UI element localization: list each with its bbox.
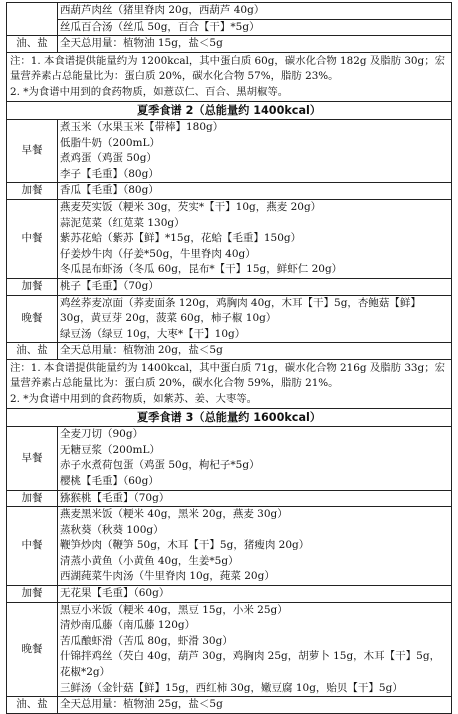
meal-row	[7, 3, 452, 36]
dish-line: 香瓜【毛重】（80g）	[60, 184, 159, 197]
dish-line: 全麦刀切（90g）	[60, 428, 144, 441]
meal-label: 早餐	[7, 427, 58, 490]
meal-row	[7, 427, 452, 490]
dish-line: 煮玉米（水果玉米【带棒】180g）	[60, 121, 224, 133]
meal-items	[58, 278, 452, 295]
dish-line: 西葫芦肉丝（猪里脊肉 20g，西葫芦 40g）	[60, 4, 265, 16]
dish-line: 猕猴桃【毛重】（70g）	[60, 491, 170, 504]
meal-label: 早餐	[7, 120, 58, 183]
dish-line: 燕麦芡实饭（粳米 30g，芡实*【干】10g，燕麦 20g）	[60, 200, 322, 213]
meal-label: 加餐	[7, 183, 58, 200]
meal-row	[7, 602, 452, 697]
meal-label	[7, 3, 58, 36]
oil-salt-text: 全天总用量：植物油 25g，盐＜5g	[58, 697, 452, 714]
notes-row	[7, 52, 452, 101]
note-1: 注：1. 本食谱提供能量约为 1200kcal，其中蛋白质 60g，碳水化合物 182g 及脂肪 30g；宏量营养素占总能量比为：蛋白质 20%，碳水化合物 57%，脂肪 23%。	[10, 54, 445, 83]
meal-row	[7, 183, 452, 200]
meal-row	[7, 199, 452, 278]
note-2: 2. *为食谱中用到的食药物质，如紫苏、姜、大枣等。	[10, 392, 258, 405]
meal-items	[58, 199, 452, 278]
oil-salt-row	[7, 343, 452, 360]
meal-items	[58, 3, 452, 36]
menu-title-row	[7, 102, 452, 120]
meal-row	[7, 507, 452, 586]
menu-title: 夏季食谱 3（总能量约 1600kcal）	[7, 409, 452, 427]
dish-line: 赤子水煮荷包蛋（鸡蛋 50g，枸杞子*5g）	[60, 459, 260, 472]
oil-salt-row	[7, 697, 452, 714]
menu-title-row	[7, 409, 452, 427]
meal-row	[7, 120, 452, 183]
dish-line: 鸡丝荞麦凉面（荞麦面条 120g，鸡胸肉 40g，木耳【干】5g，杏鲍菇【鲜】30g，黄豆芽 20g，菠菜 60g，柿子椒 10g）	[60, 296, 421, 325]
dish-line: 苦瓜酿虾滑（苦瓜 80g，虾滑 30g）	[60, 634, 233, 647]
dish-line: 什锦拌鸡丝（芡白 40g，葫芦 30g，鸡胸肉 25g，胡萝卜 15g，木耳【干】5g，花椒*2g）	[60, 650, 441, 679]
meal-label: 加餐	[7, 586, 58, 603]
meal-label: 中餐	[7, 199, 58, 278]
dish-line: 三鲜汤（金针菇【鲜】15g，西红柿 30g，嫩豆腐 10g，贻贝【干】5g）	[60, 681, 403, 694]
notes-row	[7, 359, 452, 408]
dish-line: 无糖豆浆（200mL）	[60, 443, 160, 456]
meal-items	[58, 120, 452, 183]
dish-line: 绿豆汤（绿豆 10g，大枣*【干】10g）	[60, 327, 246, 340]
oil-salt-text: 全天总用量：植物油 15g，盐＜5g	[58, 36, 452, 53]
meal-label: 加餐	[7, 278, 58, 295]
meal-items	[58, 490, 452, 507]
dish-line: 冬瓜昆布虾汤（冬瓜 60g，昆布*【干】15g，鲜虾仁 20g）	[60, 263, 343, 276]
meal-items	[58, 427, 452, 490]
oil-salt-row	[7, 36, 452, 53]
dish-line: 仔姜炒牛肉（仔姜*50g，牛里脊肉 40g）	[60, 247, 256, 260]
oil-salt-label: 油、盐	[7, 36, 58, 53]
meal-label: 晚餐	[7, 602, 58, 697]
meal-row	[7, 586, 452, 603]
dish-line: 丝瓜百合汤（丝瓜 50g，百合【干】*5g）	[58, 19, 451, 36]
recipe-table	[6, 2, 452, 714]
dish-line: 煮鸡蛋（鸡蛋 50g）	[60, 152, 157, 165]
meal-row	[7, 295, 452, 343]
meal-label: 中餐	[7, 507, 58, 586]
meal-items	[58, 602, 452, 697]
dish-line: 樱桃【毛重】（60g）	[60, 474, 159, 487]
dish-line: 紫苏花蛤（紫苏【鲜】*15g，花蛤【毛重】150g）	[60, 232, 302, 245]
dish-line: 低脂牛奶（200mL）	[60, 136, 160, 149]
dish-line: 西湖莼菜牛肉汤（牛里脊肉 10g，莼菜 20g）	[60, 570, 275, 583]
meal-label: 晚餐	[7, 295, 58, 343]
meal-items	[58, 586, 452, 603]
meal-items	[58, 507, 452, 586]
meal-items	[58, 295, 452, 343]
oil-salt-label: 油、盐	[7, 343, 58, 360]
dish-line: 无花果【毛重】（60g）	[60, 587, 170, 600]
meal-label: 加餐	[7, 490, 58, 507]
oil-salt-text: 全天总用量：植物油 20g，盐＜5g	[58, 343, 452, 360]
dish-line: 黑豆小米饭（粳米 40g，黑豆 15g，小米 25g）	[60, 603, 288, 616]
meal-row	[7, 278, 452, 295]
meal-row	[7, 490, 452, 507]
menu-title: 夏季食谱 2（总能量约 1400kcal）	[7, 102, 452, 120]
dish-line: 蒸秋葵（秋葵 100g）	[60, 523, 164, 536]
note-1: 注：1. 本食谱提供能量约为 1400kcal，其中蛋白质 71g，碳水化合物 216g 及脂肪 33g；宏量营养素占总能量比为：蛋白质 20%，碳水化合物 59%，脂肪 21%。	[10, 361, 445, 390]
dish-line: 李子【毛重】（80g）	[60, 167, 159, 180]
note-2: 2. *为食谱中用到的食药物质，如薏苡仁、百合、黑胡椒等。	[10, 85, 289, 98]
dish-line: 清蒸小黄鱼（小黄鱼 40g，生姜*5g）	[60, 554, 239, 567]
dish-line: 鞭笋炒肉（鞭笋 50g，木耳【干】5g，猪瘦肉 20g）	[60, 539, 310, 552]
recipe-document	[6, 2, 452, 714]
dish-line: 燕麦黑米饭（粳米 40g，黑米 20g，燕麦 30g）	[60, 508, 288, 521]
notes	[7, 359, 452, 408]
dish-line: 清炒南瓜藤（南瓜藤 120g）	[60, 619, 196, 632]
oil-salt-label: 油、盐	[7, 697, 58, 714]
dish-line: 桃子【毛重】（70g）	[60, 279, 159, 292]
notes	[7, 52, 452, 101]
dish-line: 蒜泥苋菜（红苋菜 130g）	[60, 216, 185, 229]
meal-items	[58, 183, 452, 200]
